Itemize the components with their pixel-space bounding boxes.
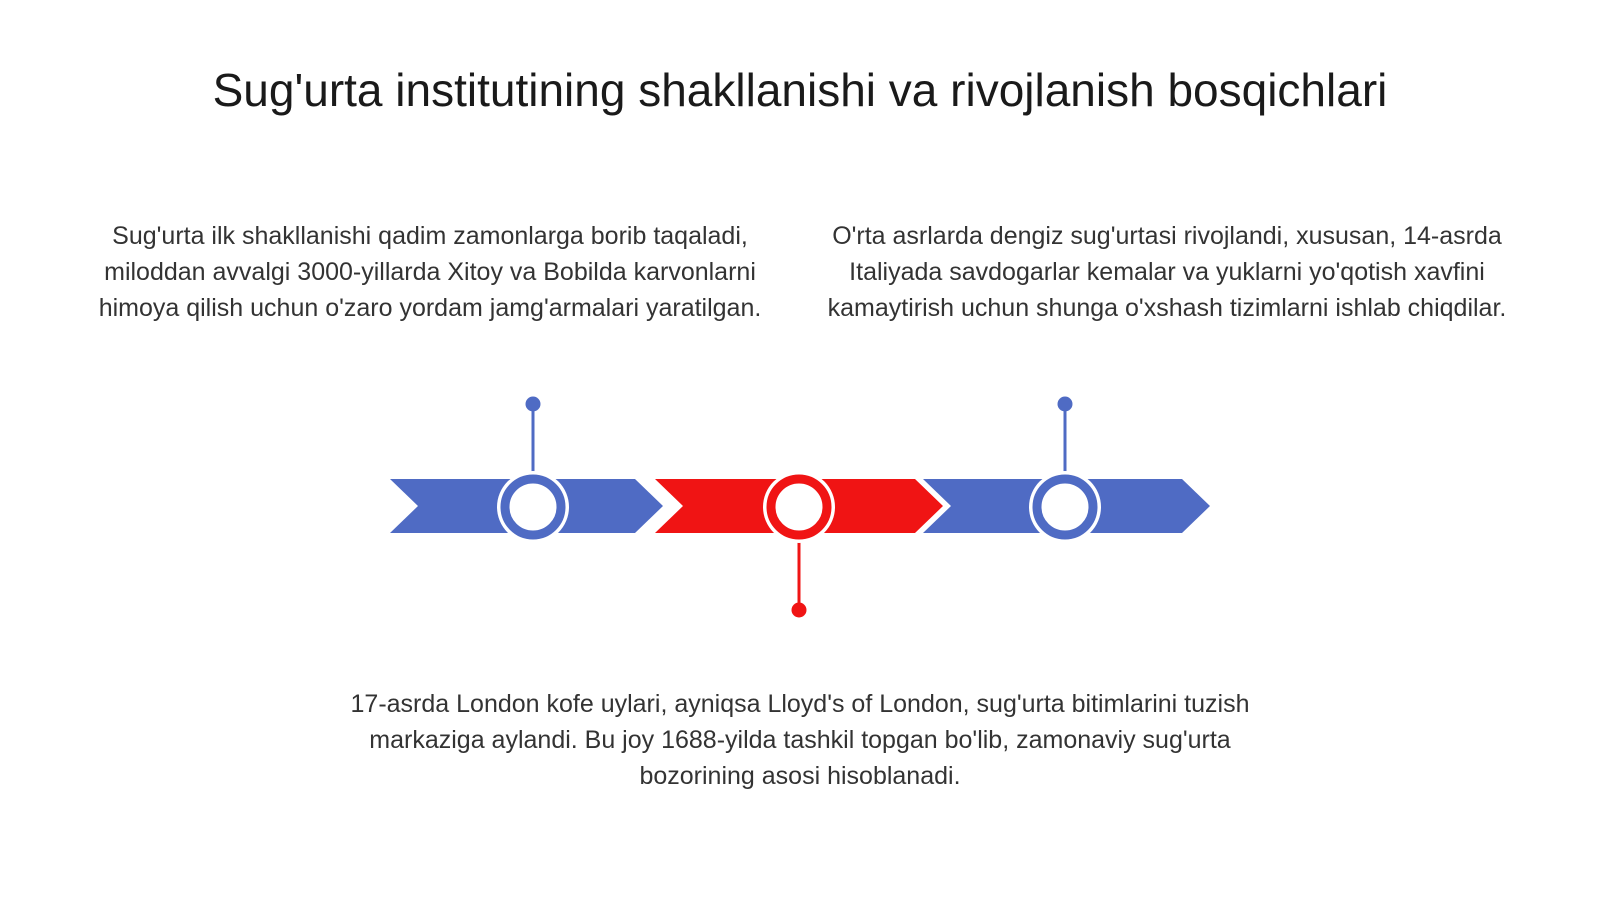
milestone-3-marker — [1029, 397, 1101, 544]
milestone-2-pin — [792, 603, 807, 618]
milestone-3-node — [1029, 471, 1101, 543]
milestone-3-pin — [1058, 397, 1073, 412]
milestone-1-node — [497, 471, 569, 543]
timeline-segment-2 — [655, 479, 943, 533]
milestone-1-marker — [497, 397, 569, 544]
milestone-1-pin — [526, 397, 541, 412]
slide-title: Sug'urta institutining shakllanishi va rivojlanish bosqichlari — [212, 64, 1388, 116]
milestone-2-node — [763, 471, 835, 543]
timeline-segment-3 — [923, 479, 1210, 533]
milestone-2-marker — [763, 471, 835, 618]
milestone-3-text: O'rta asrlarda dengiz sug'urtasi rivojlandi, xususan, 14-asrda Italiyada savdogarlar kemalar va yuklarni yo'qotish xavfini kamaytirish uchun shunga o'xshash tizimlarni ishlab chiqdilar. — [827, 222, 1507, 322]
milestone-1-text: Sug'urta ilk shakllanishi qadim zamonlarga borib taqaladi, miloddan avvalgi 3000-yillarda Xitoy va Bobilda karvonlarni himoya qilish uchun o'zaro yordam jamg'armalari yaratilgan. — [98, 222, 762, 322]
milestone-2-text: 17-asrda London kofe uylari, ayniqsa Lloyd's of London, sug'urta bitimlarini tuzish markaziga aylandi. Bu joy 1688-yilda tashkil topgan bo'lib, zamonaviy sug'urta bozorining asosi hisoblanadi. — [350, 690, 1250, 790]
timeline-segment-1 — [390, 479, 663, 533]
